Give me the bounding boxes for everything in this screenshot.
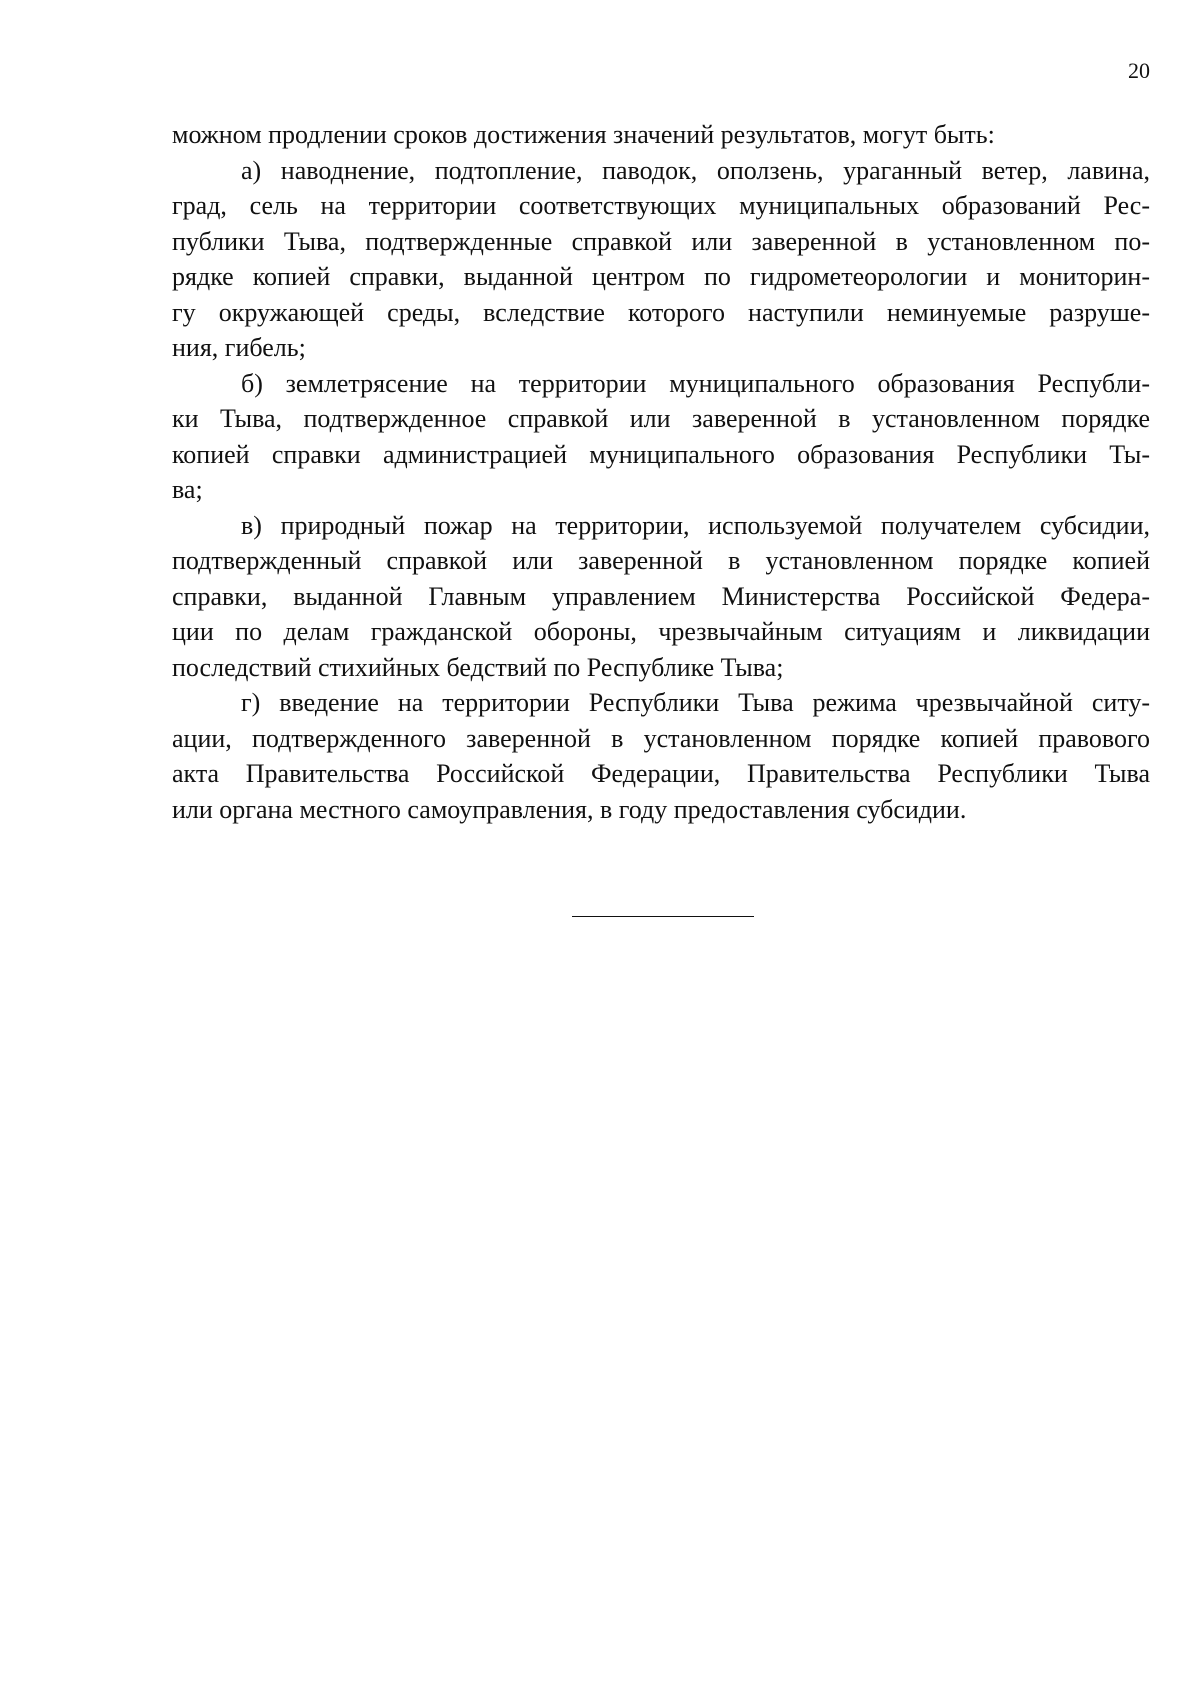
text-line: копией справки администрацией муниципального образования Республики Ты- [172,439,1150,469]
text-line: ва; [172,475,203,504]
text-line: град, сель на территории соответствующих муниципальных образований Рес- [172,191,1150,220]
text-line: гу окружающей среды, вследствие которого наступили неминуемые разруше- [172,297,1150,327]
text-line: акта Правительства Российской Федерации, Правительства Республики Тыва [172,759,1150,788]
text-line: ации, подтвержденного заверенной в установленном порядке копией правового [172,723,1150,753]
text-line: г) введение на территории Республики Тыва режима чрезвычайной ситу- [241,688,1150,717]
text-line: последствий стихийных бедствий по Республике Тыва; [172,652,784,682]
text-line: ки Тыва, подтвержденное справкой или заверенной в установленном порядке [172,404,1150,433]
text-line: ния, гибель; [172,333,306,362]
text-line: справки, выданной Главным управлением Министерства Российской Федера- [172,581,1150,611]
page-number: 20 [1128,58,1150,83]
text-line: публики Тыва, подтвержденные справкой или заверенной в установленном по- [172,226,1150,256]
text-line: а) наводнение, подтопление, паводок, оползень, ураганный ветер, лавина, [241,155,1150,185]
text-line: рядке копией справки, выданной центром по гидрометеорологии и мониторин- [172,262,1150,291]
text-line: ции по делам гражданской обороны, чрезвычайным ситуациям и ликвидации [172,617,1150,646]
text-line: или органа местного самоуправления, в году предоставления субсидии. [172,794,967,824]
end-separator-line [572,916,754,917]
text-line: в) природный пожар на территории, используемой получателем субсидии, [241,510,1150,540]
text-line: подтвержденный справкой или заверенной в установленном порядке копией [172,546,1150,575]
text-line: можном продлении сроков достижения значений результатов, могут быть: [172,120,995,149]
text-line: б) землетрясение на территории муниципального образования Республи- [241,368,1150,398]
document-body [172,117,1150,827]
